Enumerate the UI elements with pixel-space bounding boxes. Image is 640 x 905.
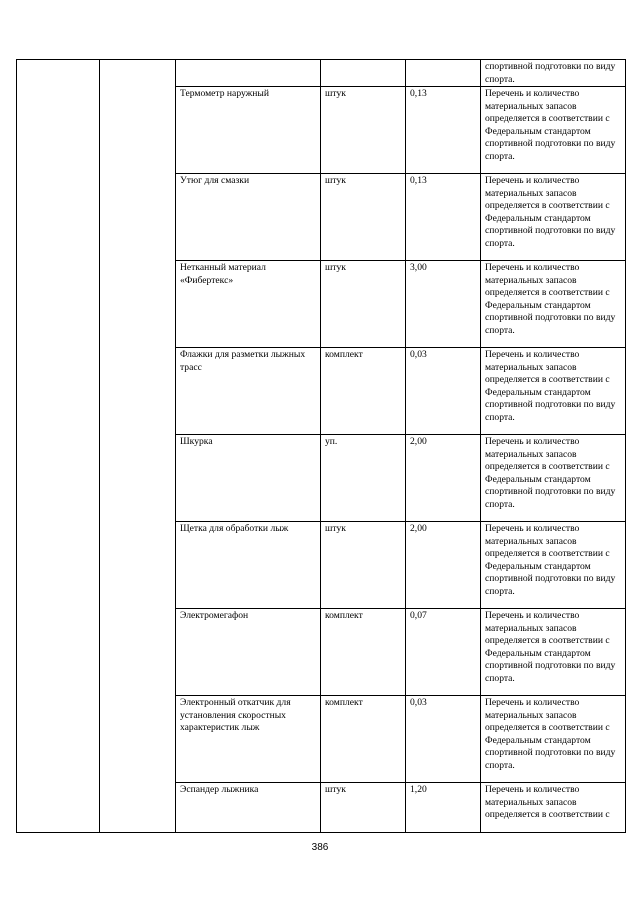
cell-name: Шкурка: [176, 435, 321, 522]
cell-note: Перечень и количество материальных запасов определяется в соответствии с Федеральным стандартом спортивной подготовки по виду спорта.: [481, 522, 626, 609]
cell-qty: 0,07: [406, 609, 481, 696]
inventory-table: [16, 59, 626, 833]
cell-name: Электронный откатчик для установления скоростных характеристик лыж: [176, 696, 321, 783]
cell-note: Перечень и количество материальных запасов определяется в соответствии с: [481, 783, 626, 833]
cell-name: [176, 60, 321, 87]
cell-name: Термометр наружный: [176, 87, 321, 174]
cell-note: Перечень и количество материальных запасов определяется в соответствии с Федеральным стандартом спортивной подготовки по виду спорта.: [481, 87, 626, 174]
cell-note: Перечень и количество материальных запасов определяется в соответствии с Федеральным стандартом спортивной подготовки по виду спорта.: [481, 261, 626, 348]
cell-name: Утюг для смазки: [176, 174, 321, 261]
cell-note: Перечень и количество материальных запасов определяется в соответствии с Федеральным стандартом спортивной подготовки по виду спорта.: [481, 696, 626, 783]
page-number: 386: [311, 842, 329, 853]
cell-note: Перечень и количество материальных запасов определяется в соответствии с Федеральным стандартом спортивной подготовки по виду спорта.: [481, 435, 626, 522]
cell-name: Эспандер лыжника: [176, 783, 321, 833]
cell-note: Перечень и количество материальных запасов определяется в соответствии с Федеральным стандартом спортивной подготовки по виду спорта.: [481, 348, 626, 435]
cell-note: Перечень и количество материальных запасов определяется в соответствии с Федеральным стандартом спортивной подготовки по виду спорта.: [481, 174, 626, 261]
cell-note: Перечень и количество материальных запасов определяется в соответствии с Федеральным стандартом спортивной подготовки по виду спорта.: [481, 609, 626, 696]
cell-unit: штук: [321, 261, 406, 348]
cell-unit: уп.: [321, 435, 406, 522]
cell-qty: 3,00: [406, 261, 481, 348]
cell-name: Щетка для обработки лыж: [176, 522, 321, 609]
cell-unit: комплект: [321, 609, 406, 696]
cell-note: спортивной подготовки по виду спорта.: [481, 60, 626, 87]
cell-name: Флажки для разметки лыжных трасс: [176, 348, 321, 435]
cell-qty: 0,03: [406, 696, 481, 783]
cell-qty: 1,20: [406, 783, 481, 833]
cell-name: Электромегафон: [176, 609, 321, 696]
cell-qty: 0,13: [406, 87, 481, 174]
cell-name: Нетканный материал «Фибертекс»: [176, 261, 321, 348]
cell-qty: 0,13: [406, 174, 481, 261]
cell-col2-empty: [100, 60, 176, 833]
cell-unit: комплект: [321, 348, 406, 435]
cell-unit: комплект: [321, 696, 406, 783]
cell-col1-empty: [17, 60, 100, 833]
table-row-continuation: [17, 60, 626, 87]
cell-unit: [321, 60, 406, 87]
cell-qty: 2,00: [406, 435, 481, 522]
cell-qty: 2,00: [406, 522, 481, 609]
cell-qty: [406, 60, 481, 87]
cell-unit: штук: [321, 783, 406, 833]
cell-unit: штук: [321, 174, 406, 261]
cell-qty: 0,03: [406, 348, 481, 435]
cell-unit: штук: [321, 522, 406, 609]
cell-unit: штук: [321, 87, 406, 174]
